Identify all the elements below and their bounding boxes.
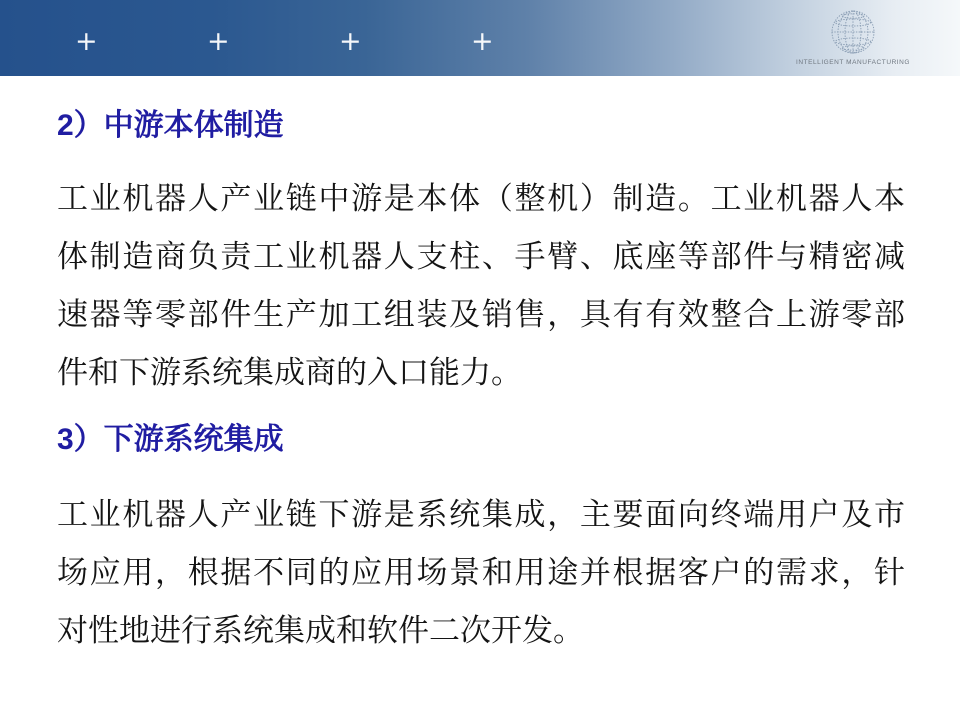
plus-icon: + — [207, 26, 230, 57]
body-line: 场应用，根据不同的应用场景和用途并根据客户的需求，针 — [57, 555, 905, 590]
slide-header-band — [0, 0, 960, 76]
section-heading-downstream: 3）下游系统集成 — [57, 423, 284, 456]
body-line: 速器等零部件生产加工组装及销售，具有有效整合上游零部 — [57, 297, 905, 332]
plus-icon: + — [75, 26, 98, 57]
wireframe-globe-icon — [788, 8, 918, 56]
section-body-downstream — [57, 486, 905, 660]
body-line: 工业机器人产业链中游是本体（整机）制造。工业机器人本 — [57, 181, 905, 216]
company-logo — [788, 8, 918, 66]
plus-icon: + — [339, 26, 362, 57]
body-line: 体制造商负责工业机器人支柱、手臂、底座等部件与精密减 — [57, 239, 905, 274]
plus-icon: + — [471, 26, 494, 57]
logo-label: INTELLIGENT MANUFACTURING — [795, 59, 911, 66]
section-body-midstream — [57, 170, 905, 402]
body-line: 件和下游系统集成商的入口能力。 — [57, 355, 522, 390]
body-line: 工业机器人产业链下游是系统集成，主要面向终端用户及市 — [57, 497, 905, 532]
section-heading-midstream: 2）中游本体制造 — [57, 109, 284, 142]
body-line: 对性地进行系统集成和软件二次开发。 — [57, 613, 584, 648]
